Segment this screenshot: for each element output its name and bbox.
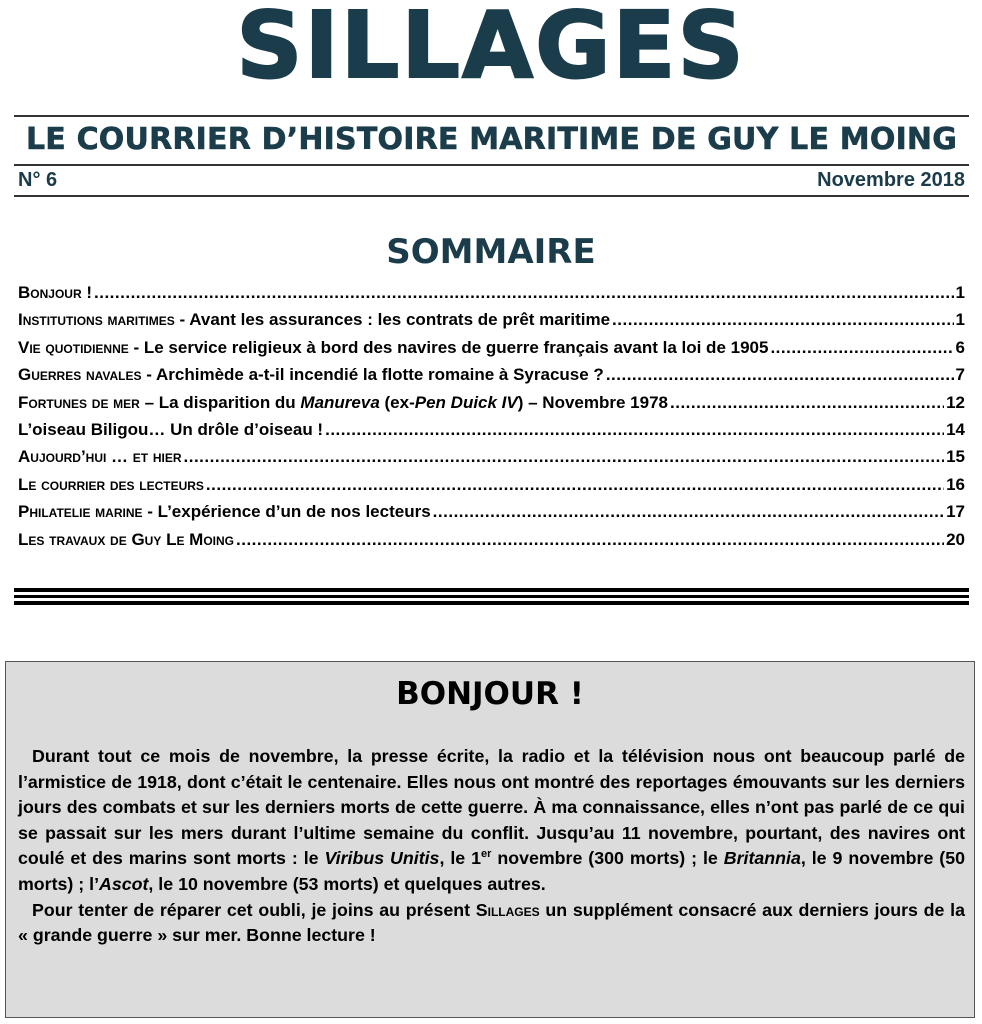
- editorial-body: [18, 744, 965, 949]
- newsletter-name: Sillages: [475, 899, 540, 920]
- toc-leader: [612, 310, 953, 330]
- toc-ship-name: Pen Duick IV: [414, 392, 518, 412]
- toc-section: Vie quotidienne: [18, 337, 129, 357]
- toc-heading: SOMMAIRE: [386, 232, 596, 272]
- toc-page-number: 20: [946, 529, 965, 549]
- toc-page-number: 7: [955, 365, 965, 385]
- toc-page-number: 16: [946, 474, 965, 494]
- ordinal-superscript: er: [481, 848, 492, 861]
- toc-title-part: ) – Novembre 1978: [517, 392, 668, 412]
- toc-leader: [94, 283, 954, 303]
- toc-title: Archimède a-t-il incendié la flotte romaine à Syracuse ?: [156, 365, 604, 385]
- toc-item[interactable]: [18, 393, 965, 420]
- toc-page-number: 6: [955, 337, 965, 357]
- issue-number: N° 6: [18, 169, 58, 191]
- toc-leader: [606, 365, 954, 385]
- toc-separator: -: [141, 365, 156, 385]
- toc-title: Le service religieux à bord des navires de guerre français avant la loi de 1905: [143, 337, 769, 357]
- text-run: novembre (300 morts) ; le: [491, 848, 724, 869]
- toc-page-number: 14: [946, 419, 965, 439]
- subtitle-rule: [14, 164, 969, 166]
- toc-title-part: (ex-: [379, 392, 415, 412]
- toc-separator: -: [142, 502, 158, 522]
- toc-ship-name: Manureva: [300, 392, 380, 412]
- section-divider-line: [14, 588, 969, 592]
- toc-section: L’oiseau Biligou… Un drôle d’oiseau !: [18, 419, 324, 439]
- toc-item[interactable]: [18, 530, 965, 557]
- text-run: , le 1: [439, 848, 482, 869]
- editorial-paragraph: [18, 744, 965, 898]
- toc-page-number: 12: [946, 392, 965, 412]
- toc-leader: [433, 502, 944, 522]
- ship-name: Viribus Unitis: [324, 848, 440, 869]
- toc-item[interactable]: [18, 365, 965, 392]
- toc-leader: [184, 447, 945, 467]
- ship-name: Britannia: [723, 848, 801, 869]
- toc-title: L’expérience d’un de nos lecteurs: [157, 502, 431, 522]
- toc-title-part: La disparition du: [158, 392, 301, 412]
- top-rule: [14, 115, 969, 117]
- toc-page-number: 17: [946, 502, 965, 522]
- toc-separator: -: [128, 337, 144, 357]
- toc-section: Fortunes de mer: [18, 392, 140, 412]
- text-run: Durant tout ce mois de novembre, la presse écrite, la radio et la télévision nous ont beaucoup parlé de l’armistice de 1918, dont c’était le centenaire. Elles nous ont montré des reportages émouvants sur les derniers jours des combats et sur les derniers morts de cette guerre. À ma connaissance, elles n’ont pas parlé de ce qui se passait sur les mers durant l’ultime semaine du conflit. Jusqu’au 11 novembre, pourtant, des navires ont coulé et des marins sont morts : le: [18, 746, 965, 869]
- toc-title: Avant les assurances : les contrats de prêt maritime: [189, 310, 611, 330]
- toc-item[interactable]: [18, 447, 965, 474]
- toc-leader: [206, 475, 944, 495]
- toc-leader: [325, 420, 944, 440]
- toc-section: Guerres navales: [18, 365, 142, 385]
- text-run: , le 10 novembre (53 morts) et quelques autres.: [148, 873, 546, 894]
- toc-page-number: 15: [946, 447, 965, 467]
- toc-section: Aujourd’hui … et hier: [18, 447, 182, 467]
- text-run: Pour tenter de réparer cet oubli, je joins au présent: [32, 899, 476, 920]
- toc-leader: [670, 393, 944, 413]
- editorial-heading: BONJOUR !: [396, 676, 584, 712]
- toc-separator: –: [139, 392, 159, 412]
- toc-leader: [770, 338, 953, 358]
- toc-item[interactable]: [18, 338, 965, 365]
- toc-separator: -: [174, 310, 190, 330]
- editorial-paragraph: [18, 898, 965, 949]
- ship-name: Ascot: [99, 873, 149, 894]
- toc-section: Philatelie marine: [18, 502, 143, 522]
- text-run: un supplément consacré aux derniers jours de la « grande guerre » sur mer. Bonne lecture !: [18, 899, 965, 946]
- toc-page-number: 1: [955, 283, 965, 302]
- toc-item[interactable]: [18, 310, 965, 337]
- toc-section: Institutions maritimes: [18, 310, 175, 330]
- toc-section: Les travaux de Guy Le Moing: [18, 529, 235, 549]
- toc-page-number: 1: [955, 310, 965, 330]
- table-of-contents: [18, 283, 965, 557]
- issue-date: Novembre 2018: [817, 169, 965, 191]
- section-divider-line: [14, 601, 969, 605]
- toc-item[interactable]: [18, 502, 965, 529]
- section-divider-line: [14, 595, 969, 598]
- toc-leader: [236, 530, 944, 550]
- toc-section: Le courrier des lecteurs: [18, 474, 204, 494]
- text-run: , le 9 novembre (50 morts) ; l’: [18, 848, 965, 894]
- toc-item[interactable]: [18, 283, 965, 310]
- toc-section: Bonjour !: [18, 283, 93, 302]
- masthead-title: SILLAGES: [236, 0, 746, 99]
- newsletter-subtitle: LE COURRIER D’HISTOIRE MARITIME DE GUY LE MOING: [25, 122, 958, 157]
- toc-item[interactable]: [18, 475, 965, 502]
- toc-item[interactable]: [18, 420, 965, 447]
- issue-rule: [14, 195, 969, 197]
